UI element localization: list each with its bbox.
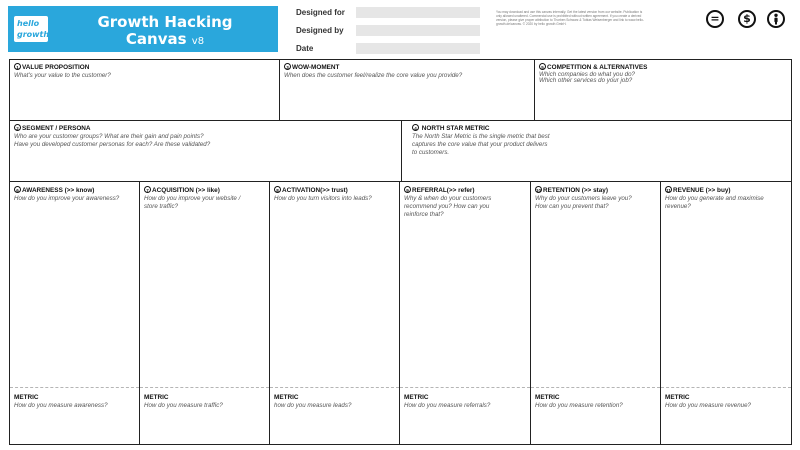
segment-heading: 2 SEGMENT / PERSONA	[14, 124, 397, 133]
revenue-question: How do you generate and maximise	[665, 195, 764, 202]
canvas-title	[90, 14, 240, 50]
referral-metric-section[interactable]	[400, 387, 530, 444]
competition-question-1: Which companies do what you do?	[539, 71, 635, 78]
metric-label: METRIC	[665, 394, 690, 401]
north-star-question-3: to customers.	[412, 149, 450, 156]
revenue-body[interactable]	[661, 182, 791, 215]
license-fineprint: You may download and use this canvas internally. Get the latest version from our website. Publication is only allowed unaltered. Commercial use is prohibited without written agreement. If you create a derived version, please give proper attribution to Thorben Schwarz & Tobias Weisenberger and link to www.hello-growth.de/canvas. © 2020 by hello growth GmbH.	[496, 10, 644, 26]
logo-word-2: growth	[17, 30, 50, 39]
title-line-1: Growth Hacking	[97, 13, 233, 31]
date-label: Date	[296, 44, 314, 53]
acquisition-body[interactable]	[140, 182, 269, 215]
version-label: v8	[191, 36, 205, 47]
acquisition-metric-section[interactable]	[140, 387, 269, 444]
activation-cell[interactable]	[269, 181, 400, 445]
value-proposition-heading: 1 VALUE PROPOSITION	[14, 63, 275, 72]
title-canvas: Canvas	[125, 30, 187, 48]
awareness-question: How do you improve your awareness?	[14, 195, 120, 202]
step-number: 5	[539, 63, 546, 70]
north-star-heading: 4 NORTH STAR METRIC	[406, 124, 787, 133]
revenue-metric-section[interactable]	[661, 387, 791, 444]
awareness-metric-question: How do you measure awareness?	[14, 402, 108, 409]
north-star-question-1: The North Star Metric is the single metric that best	[412, 133, 550, 140]
step-number: 2	[14, 124, 21, 131]
acquisition-cell[interactable]	[139, 181, 270, 445]
activation-metric-question: how do you measure leads?	[274, 402, 352, 409]
wow-moment-cell[interactable]	[279, 59, 535, 121]
segment-question-2: Have you developed customer personas for each? Are these validated?	[14, 141, 211, 148]
designed-by-field[interactable]	[356, 25, 480, 36]
cc-noderivatives-icon: =	[706, 10, 724, 28]
step-number: 1	[14, 63, 21, 70]
title-line-2	[90, 31, 240, 50]
value-proposition-cell[interactable]	[9, 59, 280, 121]
retention-heading: 10 RETENTION (>> stay)	[536, 187, 608, 194]
referral-metric-question: How do you measure referrals?	[404, 402, 491, 409]
step-number: 11	[666, 188, 671, 193]
activation-body[interactable]	[270, 182, 399, 207]
retention-question: Why do your customers leave you?	[535, 195, 632, 202]
step-number: 9	[404, 186, 411, 193]
step-number: 8	[274, 186, 281, 193]
competition-cell[interactable]	[534, 59, 792, 121]
referral-question: reinforce that?	[404, 211, 444, 218]
designed-for-field[interactable]	[356, 7, 480, 18]
step-number: 3	[284, 63, 291, 70]
person-icon	[769, 12, 783, 26]
acquisition-question: How do you improve your website /	[144, 195, 241, 202]
activation-heading: 8 ACTIVATION(>> trust)	[274, 186, 395, 195]
acquisition-question: store traffic?	[144, 203, 179, 210]
activation-question: How do you turn visitors into leads?	[274, 195, 372, 202]
referral-question: recommend you? How can you	[404, 203, 490, 210]
step-number: 4	[412, 124, 419, 131]
competition-question-2: Which other services do your job?	[539, 77, 633, 84]
revenue-heading: 11 REVENUE (>> buy)	[666, 187, 731, 194]
metric-label: METRIC	[535, 394, 560, 401]
metric-label: METRIC	[274, 394, 299, 401]
retention-body[interactable]	[531, 182, 660, 215]
wow-moment-heading: 3 WOW-MOMENT	[284, 63, 530, 72]
step-number: 7	[144, 186, 151, 193]
revenue-metric-question: How do you measure revenue?	[665, 402, 751, 409]
revenue-question: revenue?	[665, 203, 691, 210]
north-star-question-2: captures the core value that your product delivers	[412, 141, 548, 148]
referral-cell[interactable]	[399, 181, 531, 445]
metric-label: METRIC	[404, 394, 429, 401]
hello-growth-logo	[14, 16, 48, 42]
step-number: 6	[14, 186, 21, 193]
logo-word-1: hello	[17, 19, 40, 28]
date-field[interactable]	[356, 43, 480, 54]
retention-cell[interactable]	[530, 181, 661, 445]
awareness-cell[interactable]	[9, 181, 140, 445]
metric-label: METRIC	[144, 394, 169, 401]
retention-question: How can you prevent that?	[535, 203, 609, 210]
segment-question-1: Who are your customer groups? What are their gain and pain points?	[14, 133, 204, 140]
metric-label: METRIC	[14, 394, 39, 401]
segment-persona-cell[interactable]	[9, 120, 402, 182]
awareness-heading: 6 AWARENESS (>> know)	[14, 186, 135, 195]
value-proposition-question: What's your value to the customer?	[14, 72, 111, 79]
referral-heading: 9 REFERRAL(>> refer)	[404, 186, 526, 195]
retention-metric-question: How do you measure retention?	[535, 402, 623, 409]
step-number: 10	[536, 188, 542, 193]
awareness-metric-section[interactable]	[10, 387, 139, 444]
cc-noncommercial-icon: $	[738, 10, 756, 28]
designed-by-label: Designed by	[296, 26, 344, 35]
referral-body[interactable]	[400, 182, 530, 223]
retention-metric-section[interactable]	[531, 387, 660, 444]
revenue-cell[interactable]	[660, 181, 792, 445]
awareness-body[interactable]	[10, 182, 139, 207]
activation-metric-section[interactable]	[270, 387, 399, 444]
acquisition-metric-question: How do you measure traffic?	[144, 402, 223, 409]
wow-moment-question: When does the customer feel/realize the core value you provide?	[284, 72, 463, 79]
acquisition-heading: 7 ACQUISITION (>> like)	[144, 186, 265, 195]
competition-heading: 5 COMPETITION & ALTERNATIVES	[539, 63, 787, 72]
designed-for-label: Designed for	[296, 8, 345, 17]
referral-question: Why & when do your customers	[404, 195, 492, 202]
cc-attribution-icon	[767, 10, 785, 28]
north-star-cell[interactable]	[401, 120, 792, 182]
